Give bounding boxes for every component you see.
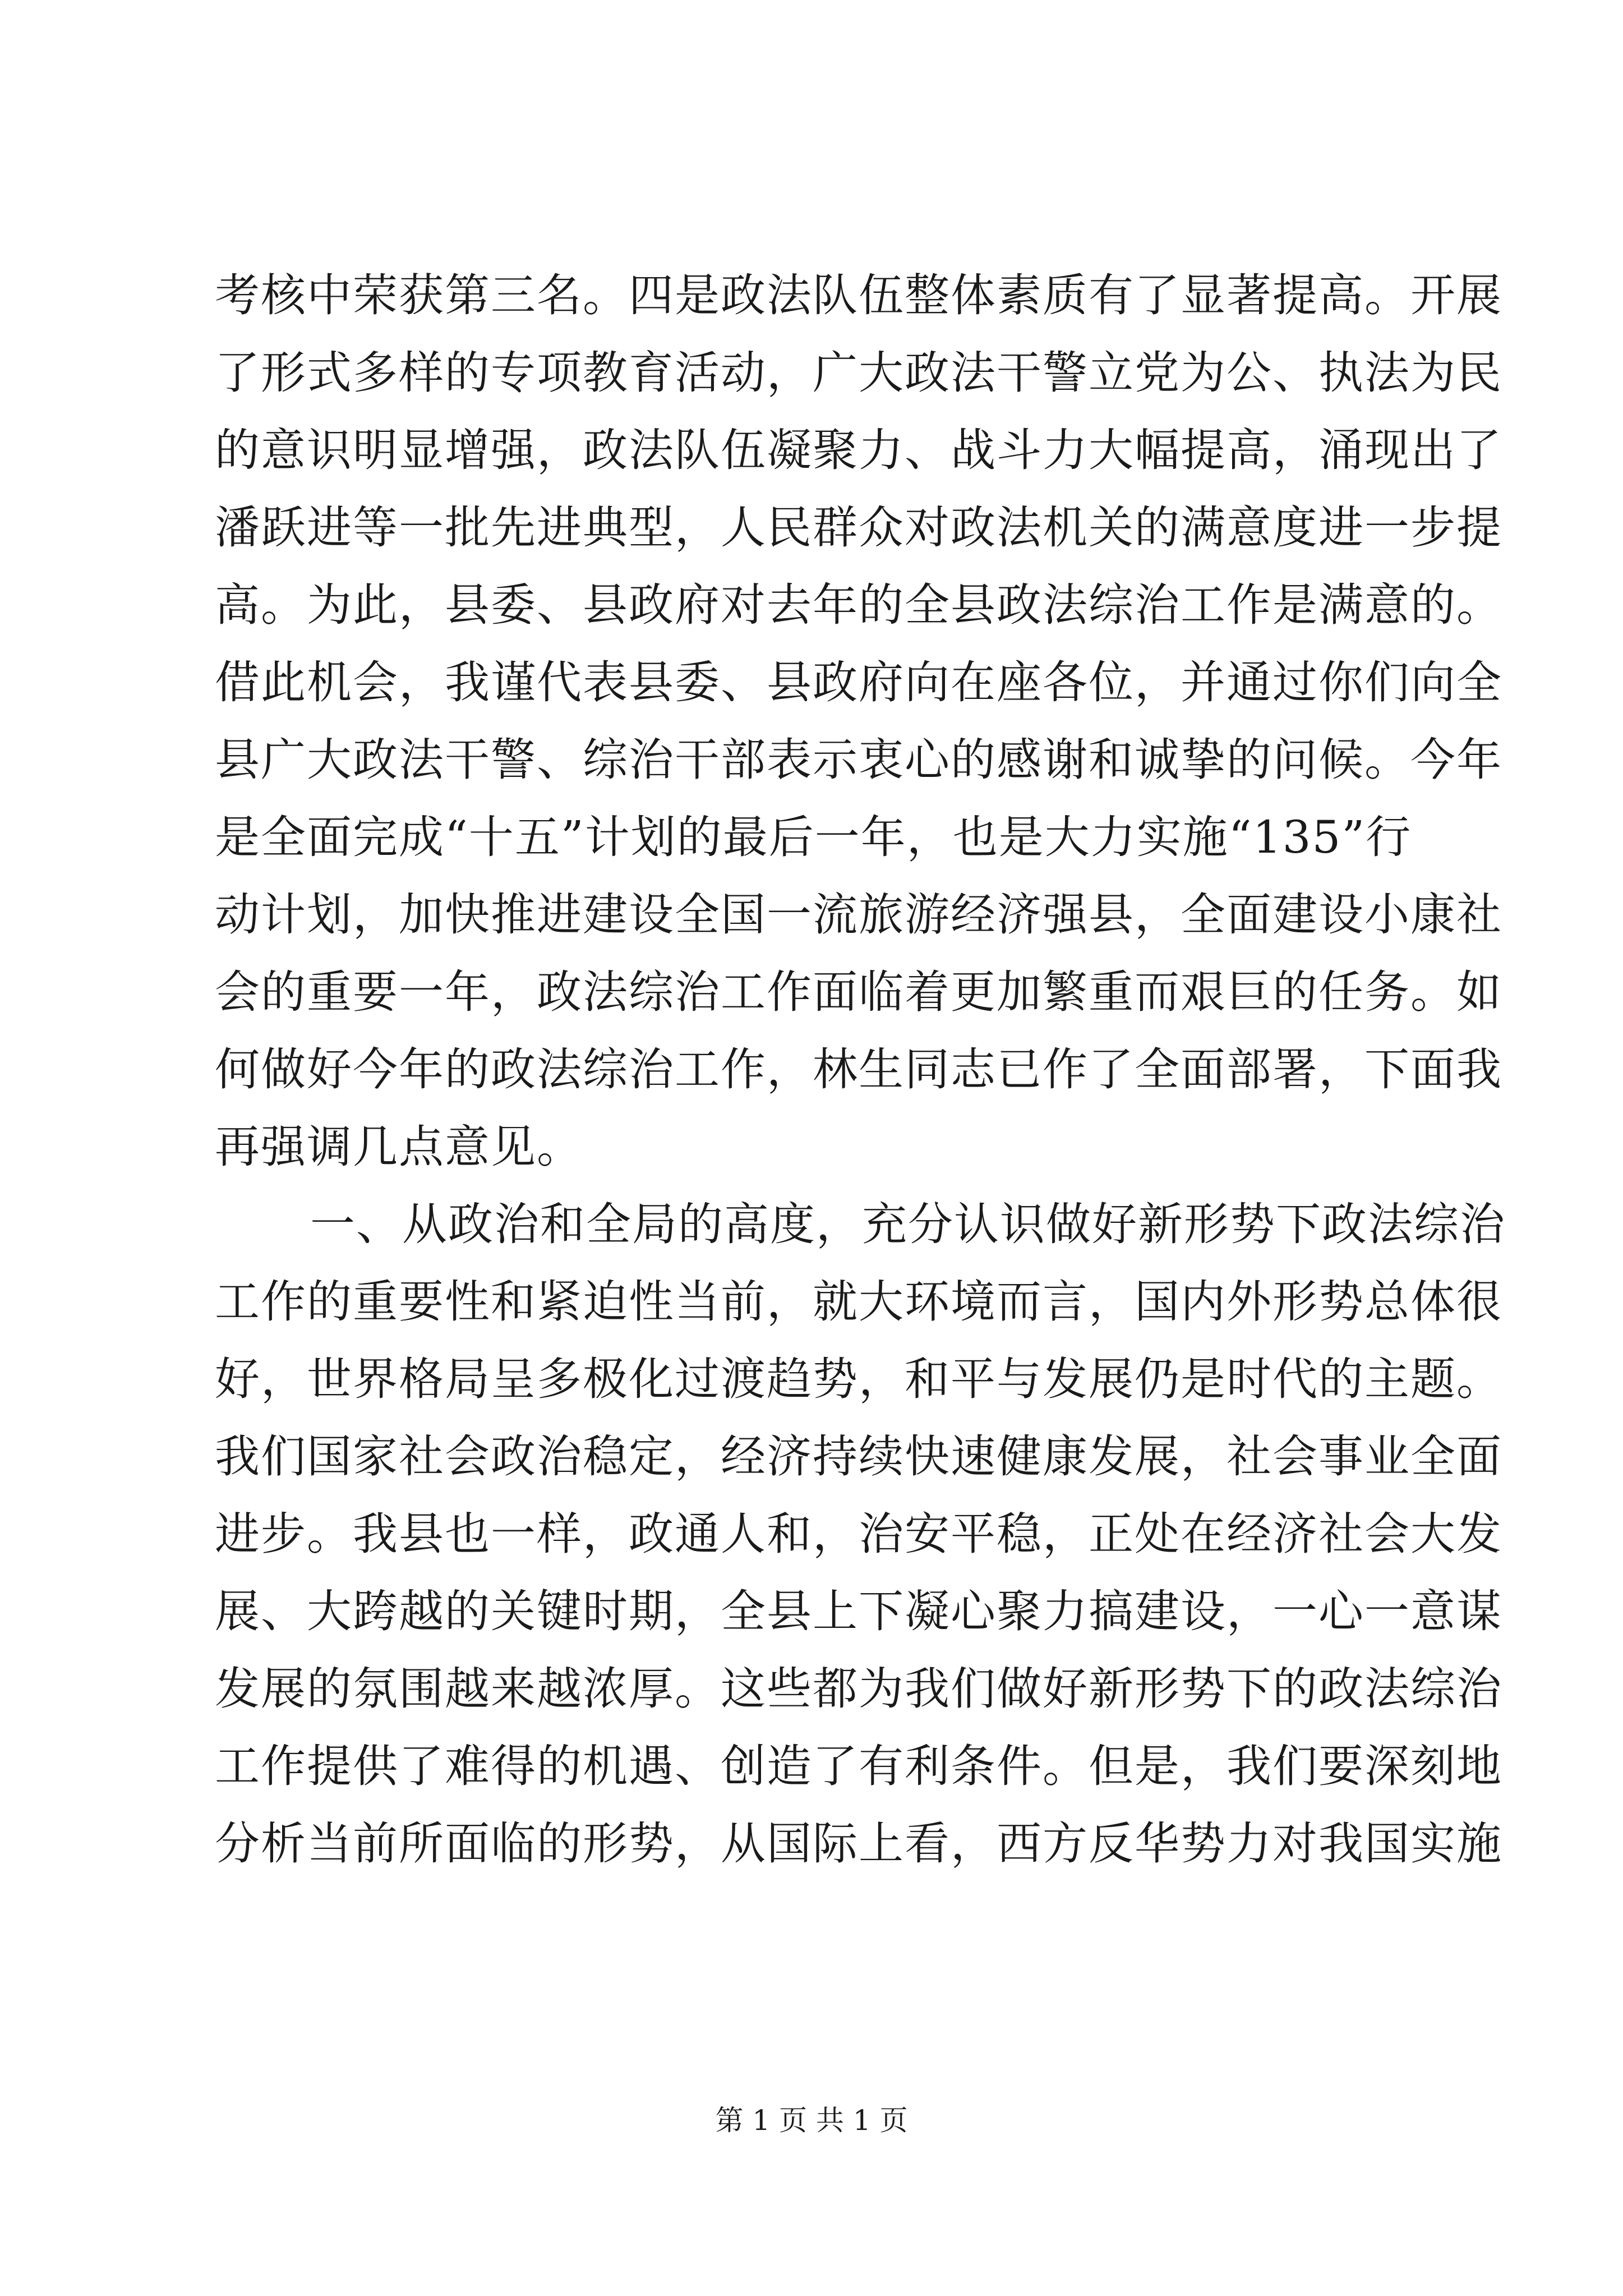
text-line: 何做好今年的政法综治工作，林生同志已作了全面部署，下面我 [215,1043,1502,1096]
text-line: 潘跃进等一批先进典型，人民群众对政法机关的满意度进一步提 [215,501,1502,554]
text-line: 考核中荣获第三名。四是政法队伍整体素质有了显著提高。开展 [215,269,1502,321]
text-line: 动计划，加快推进建设全国一流旅游经济强县，全面建设小康社 [215,889,1502,941]
text-line: 进步。我县也一样，政通人和，治安平稳，正处在经济社会大发 [215,1508,1502,1560]
text-line: 工作的重要性和紧迫性当前，就大环境而言，国内外形势总体很 [215,1276,1502,1328]
text-line: 的意识明显增强，政法队伍凝聚力、战斗力大幅提高，涌现出了 [215,424,1502,476]
text-line: 一、从政治和全局的高度，充分认识做好新形势下政法综治 [310,1198,1506,1250]
text-line: 分析当前所面临的形势，从国际上看，西方反华势力对我国实施 [215,1818,1502,1870]
text-line: 再强调几点意见。 [215,1121,583,1173]
text-line: 了形式多样的专项教育活动，广大政法干警立党为公、执法为民 [215,347,1502,399]
text-line: 是全面完成“十五”计划的最后一年，也是大力实施“135”行 [215,811,1412,863]
text-line: 工作提供了难得的机遇、创造了有利条件。但是，我们要深刻地 [215,1740,1502,1792]
text-line: 高。为此，县委、县政府对去年的全县政法综治工作是满意的。 [215,579,1502,631]
text-line: 县广大政法干警、综治干部表示衷心的感谢和诚挚的问候。今年 [215,734,1502,786]
text-line: 我们国家社会政治稳定，经济持续快速健康发展，社会事业全面 [215,1430,1502,1483]
page-number: 第 1 页 共 1 页 [715,2104,908,2137]
text-line: 展、大跨越的关键时期，全县上下凝心聚力搞建设，一心一意谋 [215,1585,1502,1637]
text-line: 借此机会，我谨代表县委、县政府向在座各位，并通过你们向全 [215,656,1502,708]
body-text [215,257,1506,1883]
text-line: 好，世界格局呈多极化过渡趋势，和平与发展仍是时代的主题。 [215,1353,1502,1405]
text-line: 发展的氛围越来越浓厚。这些都为我们做好新形势下的政法综治 [215,1663,1502,1715]
page-footer [0,2101,1623,2140]
text-line: 会的重要一年，政法综治工作面临着更加繁重而艰巨的任务。如 [215,966,1502,1018]
